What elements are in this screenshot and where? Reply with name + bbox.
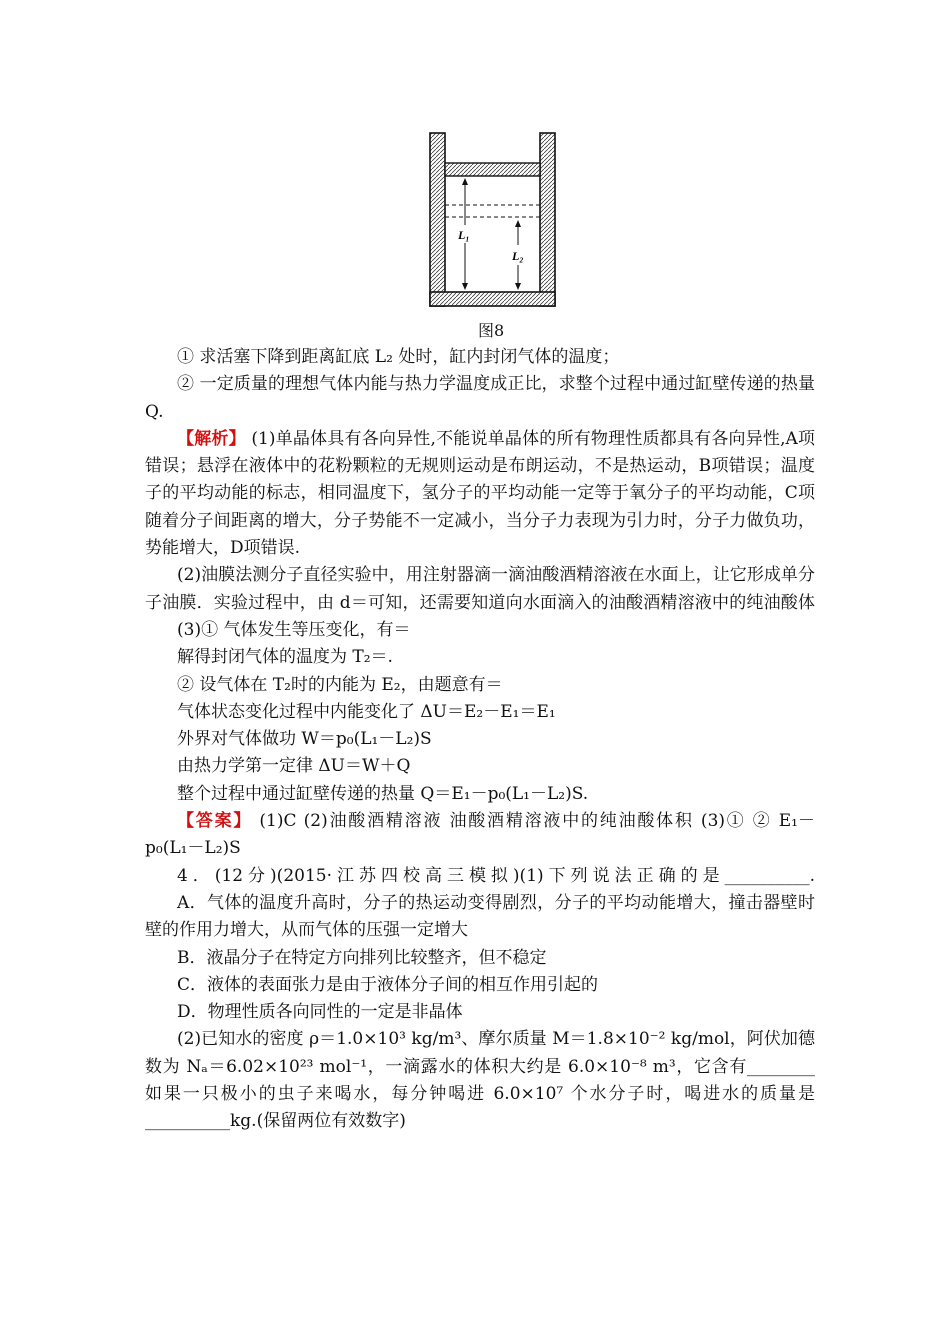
line-text: 气体状态变化过程中内能变化了 ΔU＝E₂－E₁＝E₁ (177, 701, 556, 722)
text-line (145, 890, 815, 917)
line-text: C．液体的表面张力是由于液体分子间的相互作用引起的 (177, 974, 599, 995)
text-line (145, 344, 815, 371)
section-tag: 【解析】 (177, 428, 246, 449)
line-text: 随着分子间距离的增大，分子势能不一定减小，当分子力表现为引力时，分子力做负功， (145, 510, 815, 531)
line-text: __________kg.(保留两位有效数字) (145, 1111, 406, 1132)
line-text: (3)① 气体发生等压变化，有＝ (177, 619, 411, 640)
line-text: p₀(L₁－L₂)S (145, 838, 241, 859)
left-wall (430, 133, 445, 306)
line-text: 解得封闭气体的温度为 T₂＝. (177, 647, 393, 668)
line-text: 数为 Nₐ＝6.02×10²³ mol⁻¹，一滴露水的体积大约是 6.0×10⁻⁸ m³，它含有________ (145, 1056, 815, 1077)
text-line (145, 617, 815, 644)
line-text: 错误；悬浮在液体中的花粉颗粒的无规则运动是布朗运动，不是热运动，B项错误；温度 (145, 456, 815, 477)
line-text: 势能增大，D项错误. (145, 538, 301, 559)
line-text: (1)C (2)油酸酒精溶液 油酸酒精溶液中的纯油酸体积 (3)① ② E₁－ (252, 811, 815, 832)
text-line (145, 781, 815, 808)
text-line (145, 726, 815, 753)
text-line (145, 644, 815, 671)
label-l2: L₂ (512, 249, 524, 263)
line-text: Q. (145, 401, 164, 422)
right-wall (540, 133, 555, 306)
piston (445, 163, 540, 176)
text-line (145, 1054, 815, 1081)
text-line (145, 808, 815, 835)
line-text: B．液晶分子在特定方向排列比较整齐，但不稳定 (177, 947, 547, 968)
line-text: A．气体的温度升高时，分子的热运动变得剧烈，分子的平均动能增大，撞击器壁时 (177, 892, 815, 913)
line-text: (2)油膜法测分子直径实验中，用注射器滴一滴油酸酒精溶液在水面上，让它形成单分 (177, 565, 815, 586)
text-line (145, 590, 815, 617)
line-text: (1)单晶体具有各向异性,不能说单晶体的所有物理性质都具有各向异性,A项 (245, 428, 815, 449)
line-text: ② 一定质量的理想气体内能与热力学温度成正比，求整个过程中通过缸壁传递的热量 (177, 374, 815, 395)
text-line (145, 371, 815, 398)
line-text: 外界对气体做功 W＝p₀(L₁－L₂)S (177, 729, 432, 750)
text-line (145, 753, 815, 780)
line-text: (2)已知水的密度 ρ＝1.0×10³ kg/m³、摩尔质量 M＝1.8×10⁻² kg/mol，阿伏加德 (177, 1029, 815, 1050)
cylinder-bottom (430, 292, 555, 306)
text-line (145, 699, 815, 726)
text-line (145, 972, 815, 999)
text-line (145, 453, 815, 480)
text-line (145, 999, 815, 1026)
cylinder-diagram (420, 125, 565, 315)
text-line (145, 535, 815, 562)
line-text: ② 设气体在 T₂时的内能为 E₂，由题意有＝ (177, 674, 503, 695)
line-text: 子油膜．实验过程中，由 d＝可知，还需要知道向水面滴入的油酸酒精溶液中的纯油酸体 (145, 592, 815, 613)
text-line (145, 835, 815, 862)
text-line (145, 863, 815, 890)
text-line (145, 1108, 815, 1135)
section-tag: 【答案】 (177, 811, 253, 832)
line-text: 子的平均动能的标志，相同温度下，氢分子的平均动能一定等于氧分子的平均动能，C项 (145, 483, 815, 504)
line-text: ① 求活塞下降到距离缸底 L₂ 处时，缸内封闭气体的温度； (177, 347, 620, 367)
text-line (145, 1081, 815, 1108)
text-line (145, 1026, 815, 1053)
text-line (145, 917, 815, 944)
cylinder-figure (420, 125, 565, 315)
text-line (145, 945, 815, 972)
line-text: 4．(12分)(2015·江苏四校高三模拟)(1)下列说法正确的是__________. (177, 865, 815, 886)
line-text: D．物理性质各向同性的一定是非晶体 (177, 1002, 463, 1023)
line-text: 由热力学第一定律 ΔU＝W＋Q (177, 756, 411, 777)
text-line (145, 508, 815, 535)
text-line (145, 426, 815, 453)
line-text: 壁的作用力增大，从而气体的压强一定增大 (145, 920, 468, 941)
text-line (145, 480, 815, 507)
text-line (145, 672, 815, 699)
label-l1: L₁ (458, 228, 470, 242)
document-body (145, 344, 815, 1136)
text-line (145, 562, 815, 589)
line-text: 如果一只极小的虫子来喝水，每分钟喝进 6.0×10⁷ 个水分子时，喝进水的质量是 (145, 1084, 815, 1105)
line-text: 整个过程中通过缸壁传递的热量 Q＝E₁－p₀(L₁－L₂)S. (177, 783, 589, 804)
figure-caption: 图8 (478, 321, 505, 340)
text-line (145, 399, 815, 426)
